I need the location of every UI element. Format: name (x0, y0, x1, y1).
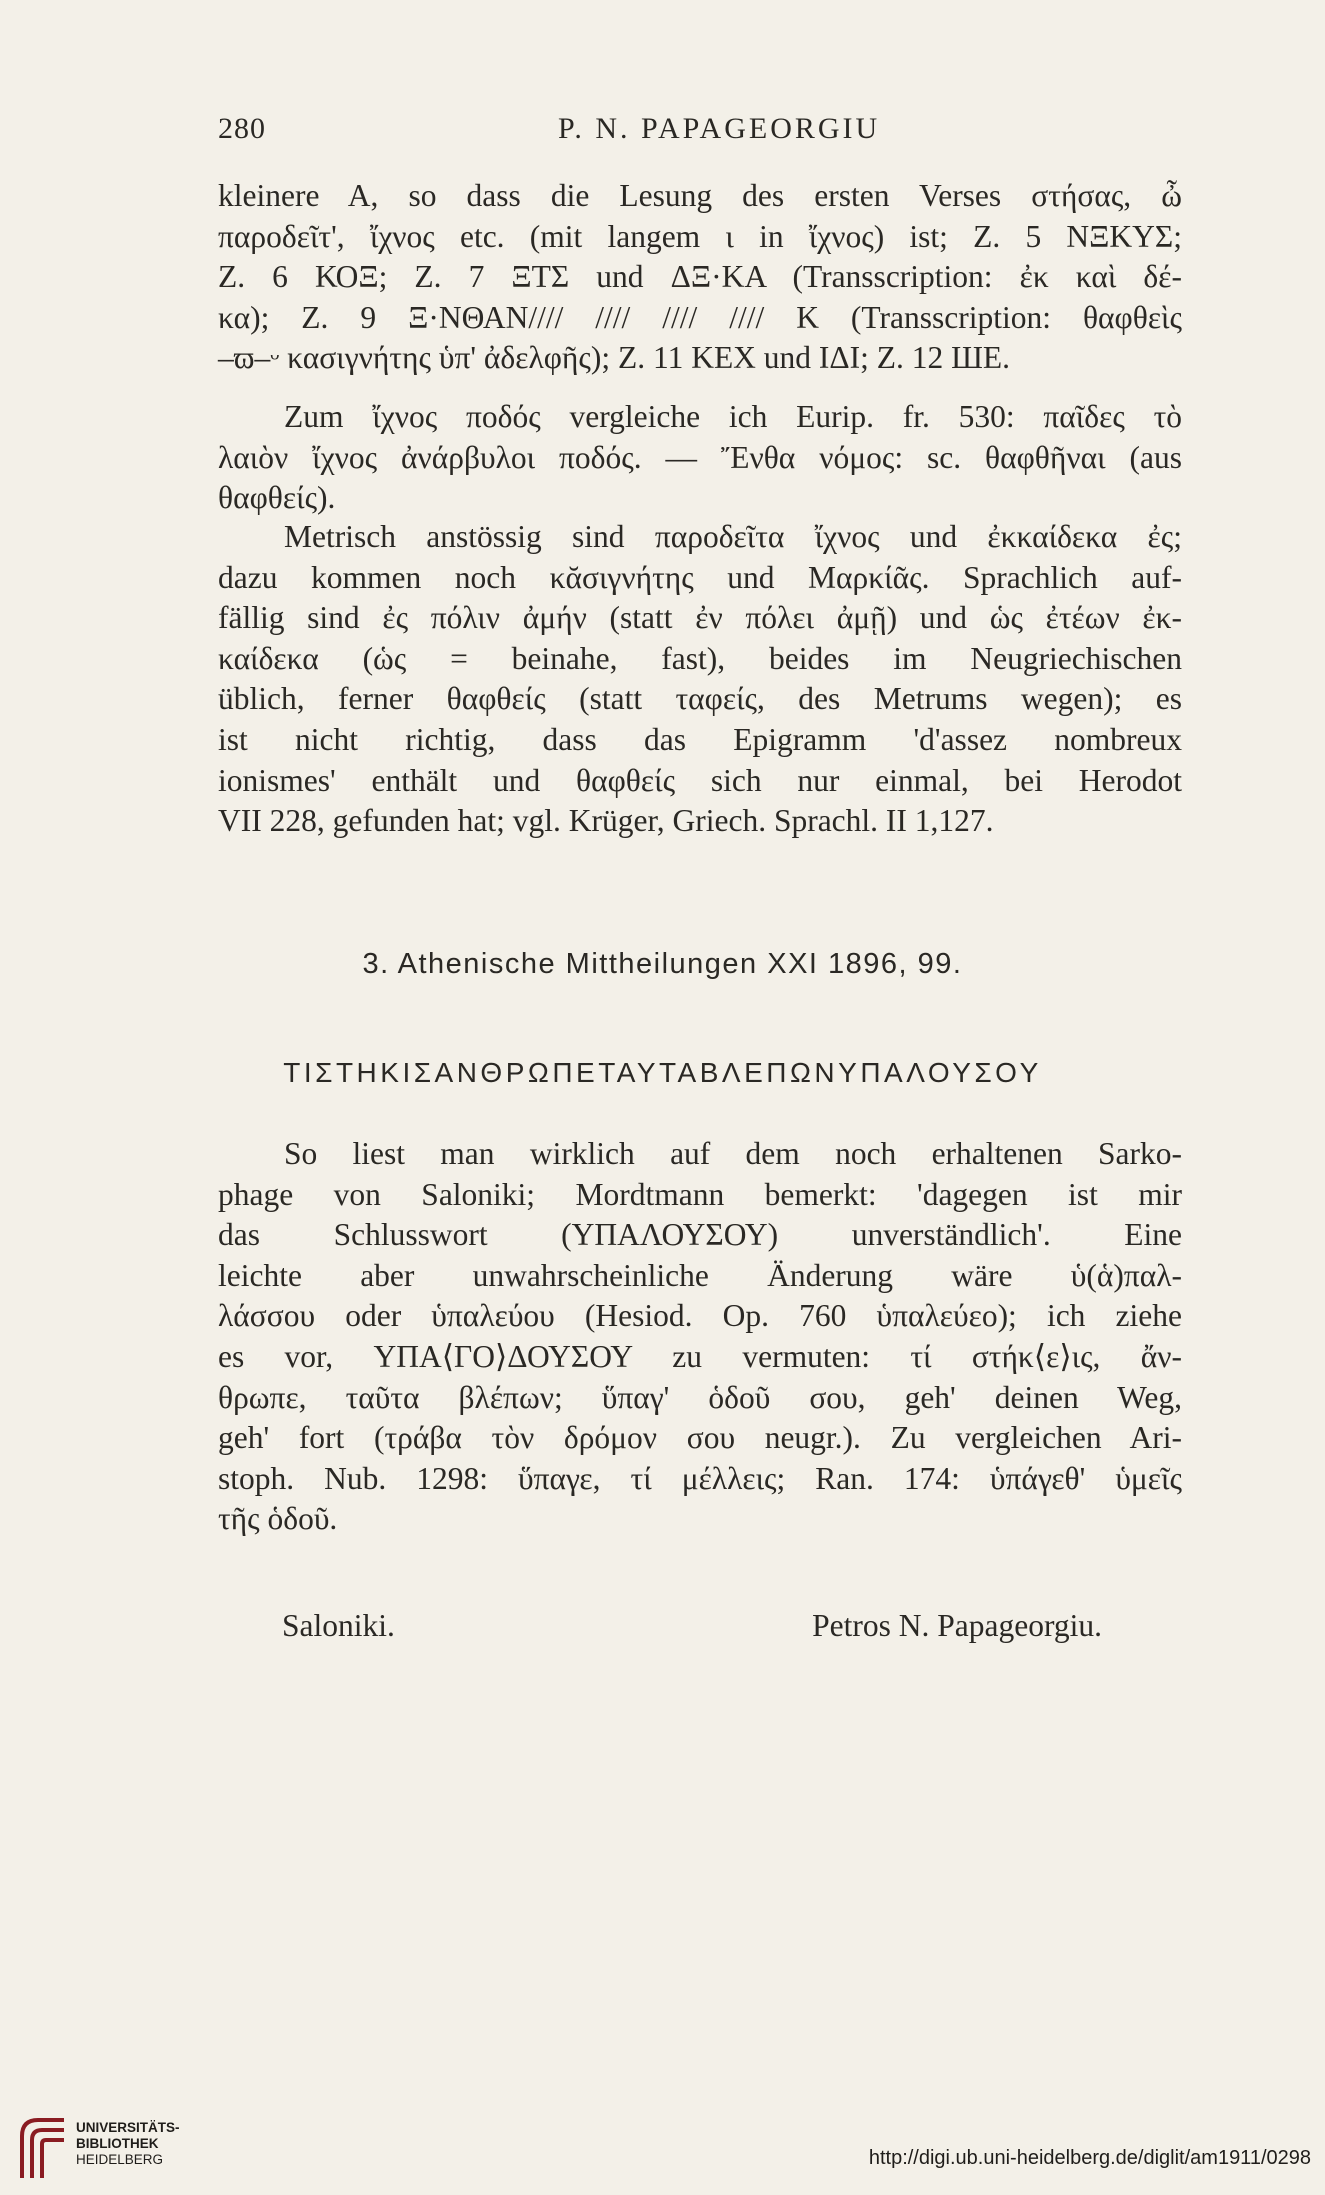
text-line: VII 228, gefunden hat; vgl. Krüger, Griech. Sprachl. II 1,127. (218, 803, 994, 839)
text-line: kleinere A, so dass die Lesung des ersten Verses στήσας, ὦ (218, 178, 1182, 213)
logo-line: BIBLIOTHEK (76, 2136, 159, 2151)
text-line: κα); Z. 9 Ξ·ΝΘΑΝ//// //// //// //// Κ (Transscription: θαφθεὶς (218, 299, 1182, 335)
page-header (218, 112, 1178, 152)
text-line: ist nicht richtig, dass das Epigramm 'd'assez nombreux (218, 721, 1182, 757)
text-line: –ϖ–ᵕ κασιγνήτης ὑπ' ἀδελφῆς); Z. 11 ΚΕΧ und ΙΔΙ; Z. 12 ШΕ. (218, 340, 1011, 376)
paragraph-2 (218, 397, 1182, 519)
text-line: fällig sind ἐς πόλιν ἀμήν (statt ἐν πόλει ἀμῇ) und ὡς ἐτέων ἐκ- (218, 600, 1182, 636)
text-line: es vor, ΥΠΑ⟨ΓΟ⟩ΔΟΥΣΟΥ zu vermuten: τί στήκ⟨ε⟩ις, ἄν- (218, 1338, 1182, 1374)
text-line: παροδεῖτ', ἴχνος etc. (mit langem ι in ἴχνος) ist; Z. 5 ΝΞΚΥΣ; (218, 218, 1182, 254)
text-line: λάσσου oder ὑπαλεύου (Hesiod. Op. 760 ὑπαλεύεο); ich ziehe (218, 1298, 1182, 1334)
text-line: das Schlusswort (ΥΠΑΛΟΥΣΟΥ) unverständlich'. Eine (218, 1217, 1182, 1253)
source-url-link[interactable]: http://digi.ub.uni-heidelberg.de/diglit/am1911/0298 (868, 2147, 1311, 2169)
text-line: üblich, ferner θαφθείς (statt ταφείς, des Metrums wegen); es (218, 681, 1182, 717)
text-line: So liest man wirklich auf dem noch erhaltenen Sarko- (284, 1136, 1182, 1171)
library-emblem-icon (14, 2112, 74, 2182)
text-line: stoph. Nub. 1298: ὕπαγε, τί μέλλεις; Ran. 174: ὑπάγεθ' ὑμεῖς (218, 1460, 1182, 1496)
text-line: τῆς ὁδοῦ. (218, 1501, 338, 1537)
text-line: Z. 6 ΚΟΞ; Z. 7 ΞΤΣ und ΔΞ·ΚΑ (Transscription: ἐκ καὶ δέ- (218, 259, 1182, 295)
text-line: Metrisch anstössig sind παροδεῖτα ἴχνος und ἐκκαίδεκα ἐς; (284, 519, 1182, 554)
text-line: θαφθείς). (218, 480, 336, 516)
signature-author: Petros N. Papageorgiu. (812, 1608, 1102, 1643)
signature-place: Saloniki. (282, 1608, 395, 1643)
paragraph-4 (218, 1134, 1182, 1540)
logo-text (76, 2120, 180, 2168)
logo-line: HEIDELBERG (76, 2152, 164, 2167)
paragraph-1 (218, 176, 1182, 379)
text-line: Zum ἴχνος ποδός vergleiche ich Eurip. fr. 530: παῖδες τὸ (284, 399, 1182, 434)
text-line: dazu kommen noch κᾰσιγνήτης und Μαρκίᾶς. Sprachlich auf- (218, 559, 1182, 595)
section-heading: 3. Athenische Mittheilungen XXI 1896, 99. (362, 948, 963, 980)
running-title: P. N. PAPAGEORGIU (558, 112, 881, 145)
text-line: ionismes' enthält und θαφθείς sich nur einmal, bei Herodot (218, 762, 1182, 798)
page-number: 280 (218, 112, 266, 145)
text-line: θρωπε, ταῦτα βλέπων; ὕπαγ' ὁδοῦ σου, geh' deinen Weg, (218, 1379, 1182, 1415)
text-line: leichte aber unwahrscheinliche Änderung wäre ὑ(ἁ)παλ- (218, 1257, 1182, 1293)
inscription-text: ΤΙΣΤΗΚΙΣΑΝΘΡΩΠΕΤΑΥΤΑΒΛΕΠΩΝΥΠΑΛΟΥΣΟΥ (283, 1057, 1042, 1088)
logo-line: UNIVERSITÄTS- (76, 2120, 180, 2135)
text-line: geh' fort (τράβα τὸν δρόμον σου neugr.). Zu vergleichen Ari- (218, 1420, 1182, 1456)
text-line: λαιὸν ἴχνος ἀνάρβυλοι ποδός. — Ἔνθα νόμος: sc. θαφθῆναι (aus (218, 439, 1182, 475)
text-line: καίδεκα (ὡς = beinahe, fast), beides im Neugriechischen (218, 640, 1182, 676)
library-logo (14, 2112, 204, 2182)
text-line: phage von Saloniki; Mordtmann bemerkt: 'dagegen ist mir (218, 1176, 1182, 1212)
paragraph-3 (218, 517, 1182, 842)
signature-line (282, 1608, 1182, 1648)
